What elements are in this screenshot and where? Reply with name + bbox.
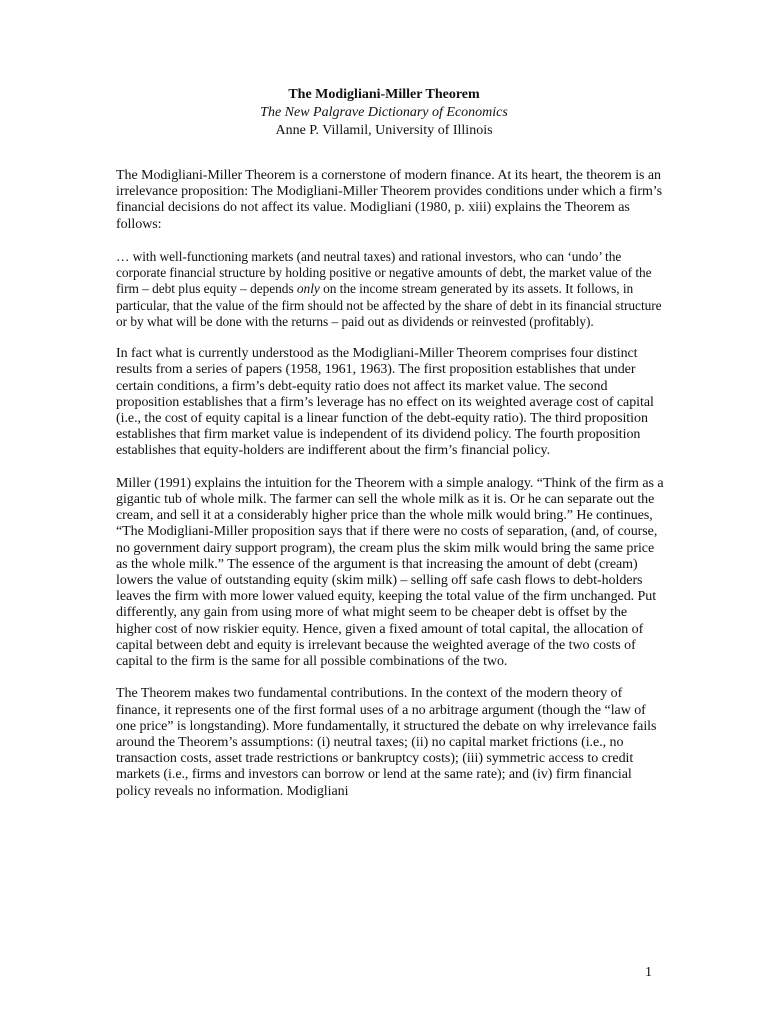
document-body <box>116 168 664 816</box>
block-quote <box>116 249 664 330</box>
paragraph-analogy: Miller (1991) explains the intuition for the Theorem with a simple analogy. “Think of the firm as a gigantic tub of whole milk. The farmer can sell the whole milk as it is. Or he can separate out the cream, and sell it at a considerably higher price than the whole milk would bring.” He continues, “The Modigliani-Miller proposition says that if there were no costs of separation, (and, of course, no government dairy support program), the cream plus the skim milk would bring the same price as the whole milk.” The essence of the argument is that increasing the amount of debt (cream) lowers the value of outstanding equity (skim milk) – selling off safe cash flows to debt-holders leaves the firm with more lower valued equity, keeping the total value of the firm unchanged. Put differently, any gain from using more of what might seem to be cheaper debt is offset by the higher cost of now riskier equity. Hence, given a fixed amount of total capital, the allocation of capital between debt and equity is irrelevant because the weighted average of the two costs of capital to the firm is the same for all possible combinations of the two. <box>116 475 664 670</box>
quote-emphasis: only <box>296 281 320 297</box>
quote-text-before: … with well-functioning markets (and neutral taxes) and rational investors, who can ‘undo’ the corporate financial structure by holding positive or negative amounts of debt, the market value of the firm – debt plus equity – depends <box>116 249 652 297</box>
document-subtitle: The New Palgrave Dictionary of Economics <box>260 105 508 120</box>
document-title: The Modigliani-Miller Theorem <box>288 87 480 102</box>
page-number: 1 <box>645 965 652 980</box>
quote-text-after: on the income stream generated by its assets. It follows, in particular, that the value of the firm should not be affected by the share of debt in its financial structure or by what will be done with the returns – paid out as dividends or reinvested (profitably). <box>116 281 662 329</box>
paragraph-contributions: The Theorem makes two fundamental contributions. In the context of the modern theory of finance, it represents one of the first formal uses of a no arbitrage argument (though the “law of one price” is longstanding). More fundamentally, it structured the debate on why irrelevance fails around the Theorem’s assumptions: (i) neutral taxes; (ii) no capital market frictions (i.e., no transaction costs, asset trade restrictions or bankruptcy costs); (iii) symmetric access to credit markets (i.e., firms and investors can borrow or lend at the same rate); and (iv) firm financial policy reveals no information. Modigliani <box>116 686 657 799</box>
document-header <box>0 86 768 140</box>
paragraph-propositions: In fact what is currently understood as the Modigliani-Miller Theorem comprises four distinct results from a series of papers (1958, 1961, 1963). The first proposition establishes that under certain conditions, a firm’s debt-equity ratio does not affect its market value. The second proposition establishes that a firm’s leverage has no effect on its weighted average cost of capital (i.e., the cost of equity capital is a linear function of the debt-equity ratio). The third proposition establishes that firm market value is independent of its dividend policy. The fourth proposition establishes that equity-holders are indifferent about the firm’s financial policy. <box>116 346 654 459</box>
document-author: Anne P. Villamil, University of Illinois <box>275 123 493 138</box>
paragraph-intro: The Modigliani-Miller Theorem is a cornerstone of modern finance. At its heart, the theorem is an irrelevance proposition: The Modigliani-Miller Theorem provides conditions under which a firm’s financial decisions do not affect its value. Modigliani (1980, p. xiii) explains the Theorem as follows: <box>116 168 663 232</box>
